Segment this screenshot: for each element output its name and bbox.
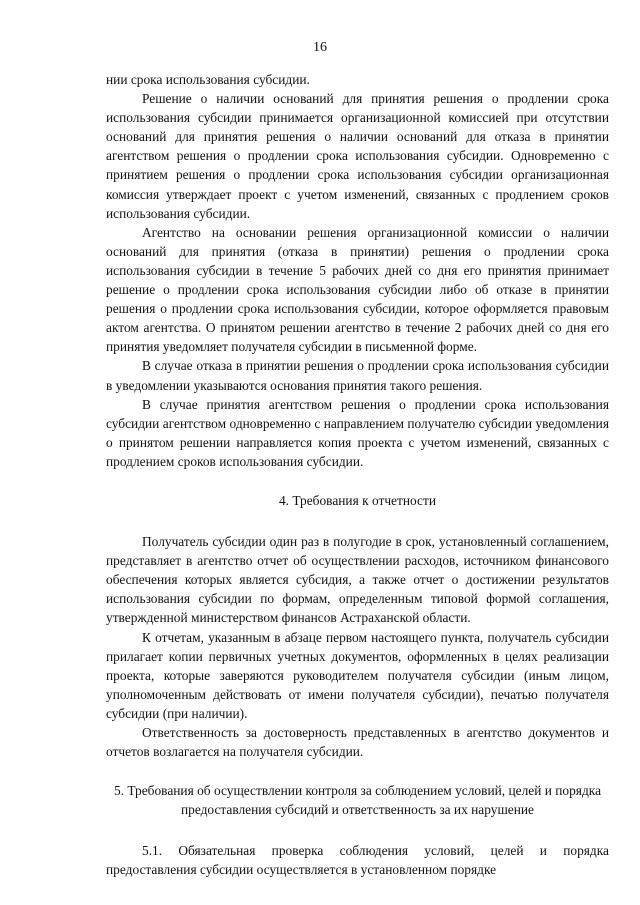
paragraph-responsibility: Ответственность за достоверность представленных в агентство документов и отчетов возлагается на получателя субсидии.: [106, 725, 609, 760]
paragraph-commission-decision: Решение о наличии оснований для принятия решения о продлении срока использования субсидии принимается организационной комиссией при отсутствии оснований для принятия решения о наличии оснований для отказа в принятии агентством решения о продлении срока использования субсидии. Одновременно с принятием решения о продлении срока использования субсидии организационная комиссия утверждает проект с учетом изменений, связанных с продлением сроков использования субсидии.: [106, 91, 609, 221]
paragraph-5-1: 5.1. Обязательная проверка соблюдения условий, целей и порядка предоставления субсидии осуществляется в установленном порядке: [106, 843, 609, 878]
paragraph-reporting: Получатель субсидии один раз в полугодие в срок, установленный соглашением, представляет в агентство отчет об осуществлении расходов, источником финансового обеспечения которых является субсидия, а также отчет о достижении результатов использования субсидии по формам, определенным типовой формой соглашения, утвержденной министерством финансов Астраханской области.: [106, 534, 609, 626]
document-body: [106, 70, 609, 880]
paragraph-agency-decision: Агентство на основании решения организационной комиссии о наличии оснований для принятия (отказа в принятии) решения о продлении срока использования субсидии в течение 5 рабочих дней со дня его принятия принимает решение о продлении срока использования субсидии либо об отказе в принятии решения о продлении срока использования субсидии, которое оформляется правовым актом агентства. О принятом решении агентство в течение 2 рабочих дней со дня его принятия уведомляет получателя субсидии в письменной форме.: [106, 224, 609, 355]
section-heading-5: 5. Требования об осуществлении контроля за соблюдением условий, целей и порядка предоставления субсидий и ответственность за их нарушение: [113, 783, 602, 818]
paragraph-extension-notice: В случае принятия агентством решения о продлении срока использования субсидии агентством одновременно с направлением получателю субсидии уведомления о принятом решении направляется копия проекта с учетом изменений, связанных с продлением сроков использования субсидии.: [106, 396, 609, 469]
paragraph-continuation: нии срока использования субсидии.: [106, 72, 310, 87]
section-heading-4: 4. Требования к отчетности: [278, 492, 437, 508]
paragraph-refusal-notice: В случае отказа в принятии решения о продлении срока использования субсидии в уведомлении указываются основания принятия такого решения.: [106, 358, 609, 393]
page-number: 16: [313, 40, 327, 55]
paragraph-report-attachments: К отчетам, указанным в абзаце первом настоящего пункта, получатель субсидии прилагает копии первичных учетных документов, оформленных в целях реализации проекта, которые заверяются руководителем получателя субсидии (иным лицом, уполномоченным действовать от имени получателя субсидии), печатью получателя субсидии (при наличии).: [106, 629, 609, 721]
